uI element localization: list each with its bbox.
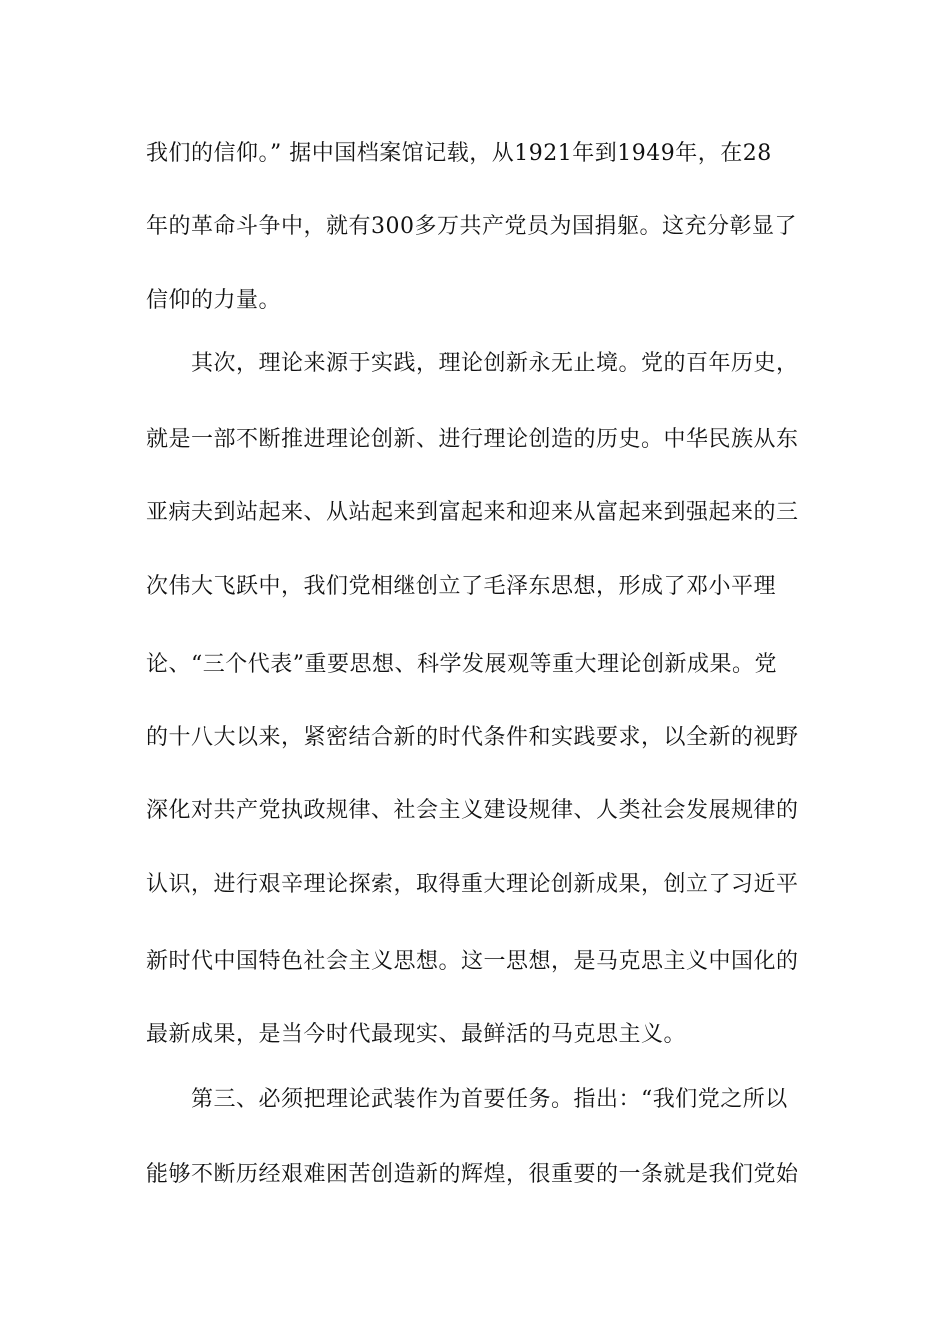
paragraph-start-line: 其次，理论来源于实践，理论创新永无止境。党的百年历史，: [191, 351, 799, 376]
text-line: 新时代中国特色社会主义思想。这一思想，是马克思主义中国化的: [146, 949, 799, 974]
text-line: 论、“三个代表”重要思想、科学发展观等重大理论创新成果。党: [146, 652, 777, 677]
text-line: 次伟大飞跃中，我们党相继创立了毛泽东思想，形成了邓小平理: [146, 574, 777, 599]
paragraph-start-line: 第三、必须把理论武装作为首要任务。指出：“我们党之所以: [191, 1087, 788, 1112]
text-line: 就是一部不断推进理论创新、进行理论创造的历史。中华民族从东: [146, 427, 799, 452]
text-line: 深化对共产党执政规律、社会主义建设规律、人类社会发展规律的: [146, 798, 799, 823]
text-line: 的十八大以来，紧密结合新的时代条件和实践要求，以全新的视野: [146, 725, 799, 750]
text-line: 能够不断历经艰难困苦创造新的辉煌，很重要的一条就是我们党始: [146, 1162, 799, 1187]
text-line: 信仰的力量。: [146, 288, 282, 313]
text-line: 年的革命斗争中，就有300多万共产党员为国捐躯。这充分彰显了: [146, 214, 797, 239]
text-line: 认识，进行艰辛理论探索，取得重大理论创新成果，创立了习近平: [146, 872, 799, 897]
text-line: 亚病夫到站起来、从站起来到富起来和迎来从富起来到强起来的三: [146, 500, 799, 525]
text-line: 我们的信仰。” 据中国档案馆记载，从1921年到1949年，在28: [146, 141, 772, 166]
text-line: 最新成果，是当今时代最现实、最鲜活的马克思主义。: [146, 1022, 687, 1047]
